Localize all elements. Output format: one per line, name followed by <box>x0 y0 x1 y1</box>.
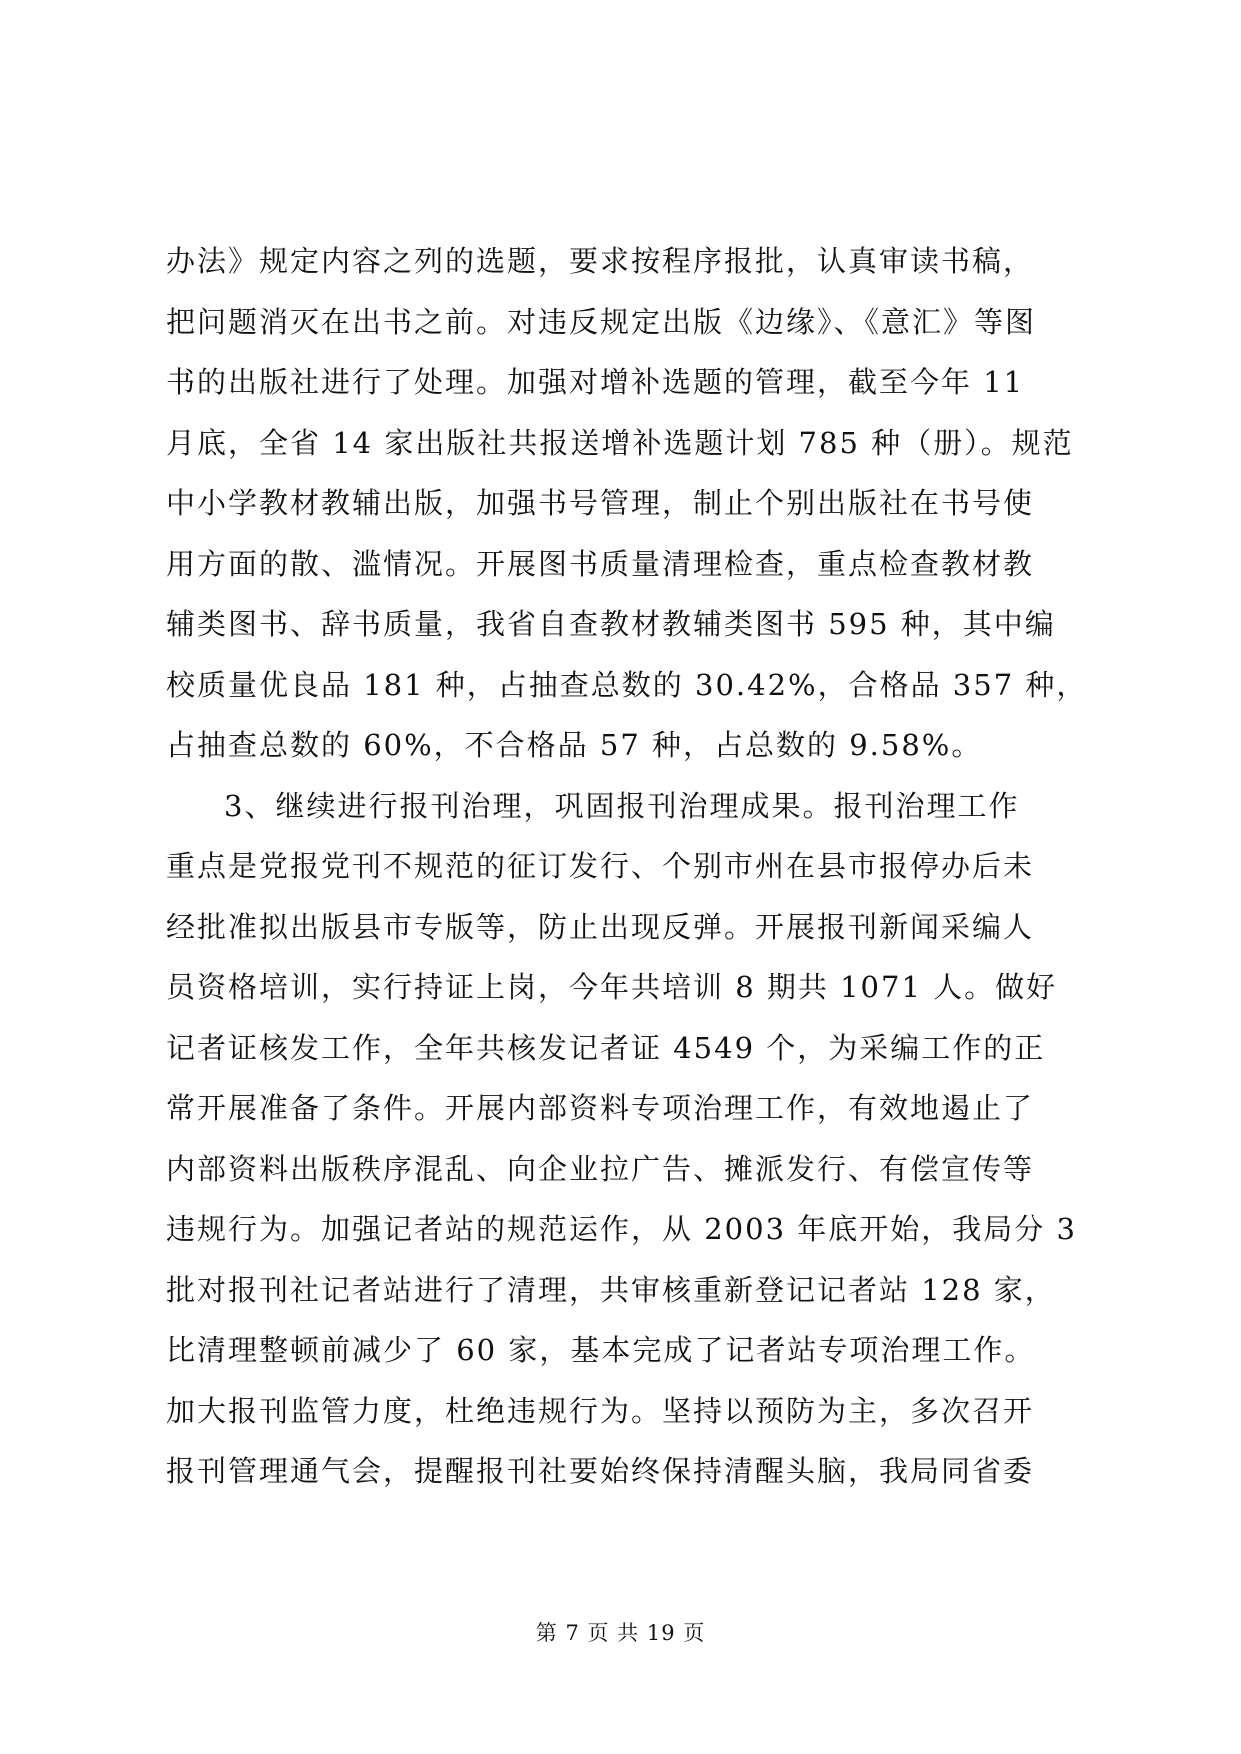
text-line: 重点是党报党刊不规范的征订发行、个别市州在县市报停办后未 <box>166 849 1035 883</box>
text-line: 中小学教材教辅出版，加强书号管理，制止个别出版社在书号使 <box>166 486 1035 520</box>
text-line: 记者证核发工作，全年共核发记者证 4549 个，为采编工作的正 <box>166 1030 1046 1065</box>
text-line: 书的出版社进行了处理。加强对增补选题的管理，截至今年 11 <box>166 365 1025 399</box>
text-line: 用方面的散、滥情况。开展图书质量清理检查，重点检查教材教 <box>166 546 1035 581</box>
text-line-paragraph-start: 3、继续进行报刊治理，巩固报刊治理成果。报刊治理工作 <box>224 788 1020 823</box>
text-line: 比清理整顿前减少了 60 家，基本完成了记者站专项治理工作。 <box>166 1333 1036 1367</box>
text-line: 月底，全省 14 家出版社共报送增补选题计划 785 种（册）。规范 <box>166 425 1074 460</box>
page-number-footer: 第 7 页 共 19 页 <box>535 1621 706 1645</box>
text-line: 办法》规定内容之列的选题，要求按程序报批，认真审读书稿， <box>166 244 1035 278</box>
text-line: 报刊管理通气会，提醒报刊社要始终保持清醒头脑，我局同省委 <box>166 1454 1035 1488</box>
text-line: 占抽查总数的 60%，不合格品 57 种，占总数的 9.58%。 <box>166 728 983 762</box>
text-line: 员资格培训，实行持证上岗，今年共培训 8 期共 1071 人。做好 <box>166 970 1058 1004</box>
body-text <box>166 231 1086 1502</box>
text-line: 经批准拟出版县市专版等，防止出现反弹。开展报刊新闻采编人 <box>166 909 1035 944</box>
text-line: 把问题消灭在出书之前。对违反规定出版《边缘》、《意汇》等图 <box>166 304 1037 339</box>
text-line: 批对报刊社记者站进行了清理，共审核重新登记记者站 128 家， <box>166 1272 1056 1307</box>
text-line: 校质量优良品 181 种，占抽查总数的 30.42%，合格品 357 种， <box>166 667 1088 702</box>
text-line: 加大报刊监管力度，杜绝违规行为。坚持以预防为主，多次召开 <box>166 1393 1035 1428</box>
text-line: 常开展准备了条件。开展内部资料专项治理工作，有效地遏止了 <box>166 1091 1035 1125</box>
text-line: 违规行为。加强记者站的规范运作，从 2003 年底开始，我局分 3 <box>166 1212 1077 1246</box>
text-line: 辅类图书、辞书质量，我省自查教材教辅类图书 595 种，其中编 <box>166 607 1056 641</box>
text-line: 内部资料出版秩序混乱、向企业拉广告、摊派发行、有偿宣传等 <box>166 1151 1035 1186</box>
